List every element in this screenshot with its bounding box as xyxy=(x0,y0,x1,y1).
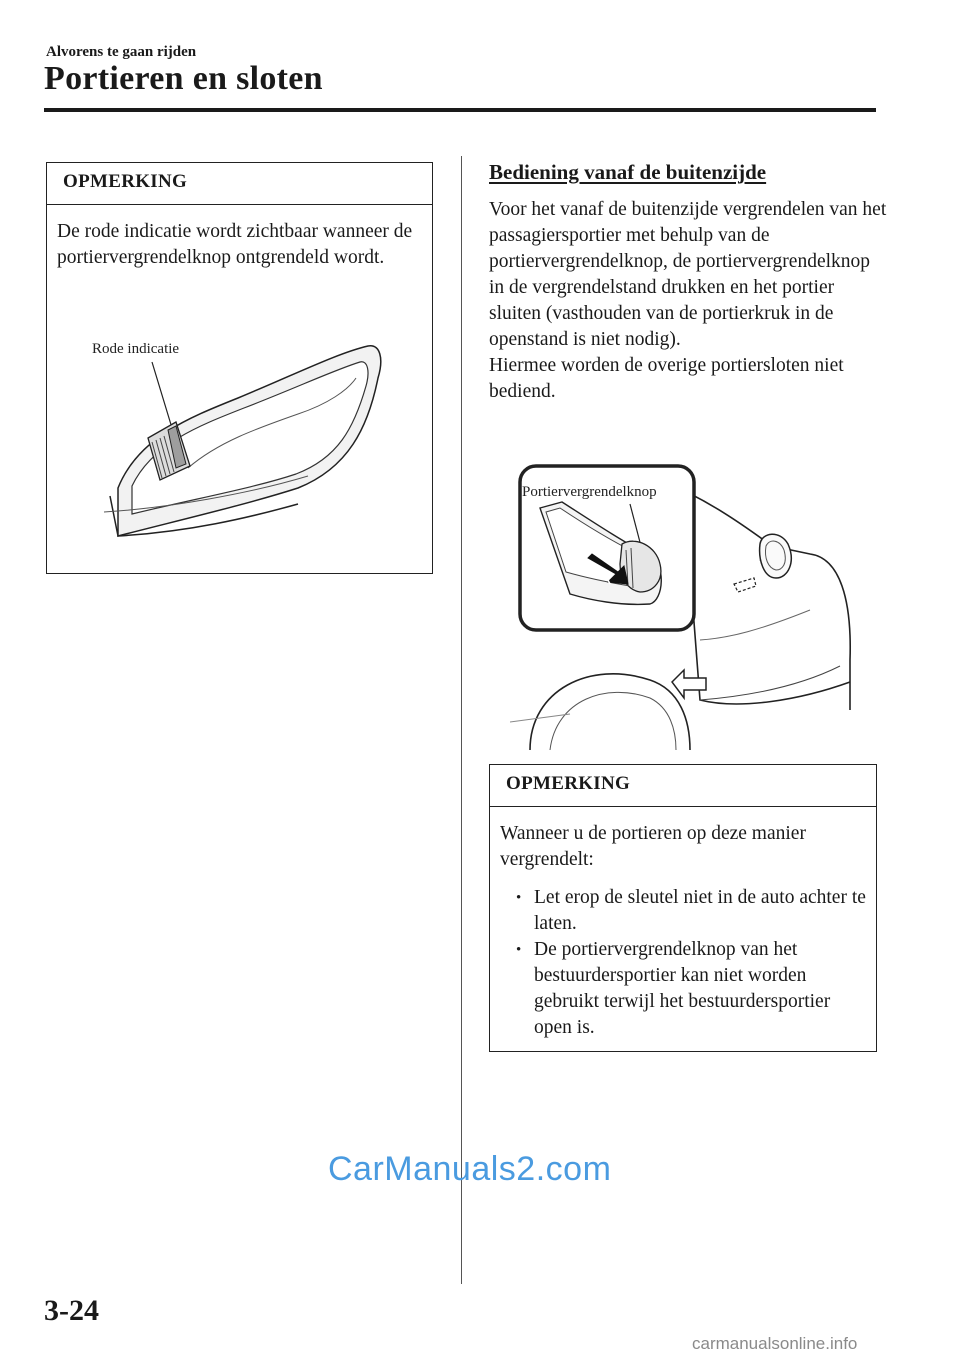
section-body xyxy=(489,197,889,405)
figure-label-lock-knob: Portiervergrendelknop xyxy=(522,484,657,500)
note-heading: OPMERKING xyxy=(490,765,876,807)
watermark: CarManuals2.com xyxy=(328,1150,612,1188)
note-text: De rode indicatie wordt zichtbaar wanneer de portiervergrendelknop ontgrendeld wordt. xyxy=(57,221,413,268)
note-box-locking xyxy=(489,764,877,1052)
note-intro: Wanneer u de portieren op deze manier vergrendelt: xyxy=(500,823,806,870)
door-lock-knob-illustration xyxy=(48,318,430,570)
bullet-item: • De portiervergrendelknop van het bestuurdersportier kan niet worden gebruikt terwijl het bestuurdersportier open is. xyxy=(500,937,866,1041)
page-number: 3-24 xyxy=(44,1294,99,1327)
note-paragraph: Hiermee worden de overige portiersloten niet bediend. xyxy=(489,355,844,402)
note-bullet-list xyxy=(500,885,866,1041)
bullet-item: • Let erop de sleutel niet in de auto achter te laten. xyxy=(500,885,866,937)
instruction-paragraph: Voor het vanaf de buitenzijde vergrendelen van het passagiersportier met behulp van de portiervergrendelknop, de portiervergrendelknop in de vergrendelstand drukken en het portier sluiten (vasthouden van de portierkruk in de openstand is niet nodig). xyxy=(489,199,887,350)
page-title: Portieren en sloten xyxy=(44,60,323,97)
section-header: Alvorens te gaan rijden xyxy=(46,44,197,60)
section-title: Bediening vanaf de buitenzijde xyxy=(489,160,767,184)
column-divider xyxy=(461,156,462,1284)
header-divider xyxy=(44,108,876,112)
footer-site-link[interactable]: carmanualsonline.info xyxy=(692,1334,858,1353)
car-door-illustration xyxy=(510,460,860,750)
note-content xyxy=(490,807,876,1041)
figure-label-red-indicator: Rode indicatie xyxy=(92,341,180,357)
note-heading: OPMERKING xyxy=(47,163,432,205)
